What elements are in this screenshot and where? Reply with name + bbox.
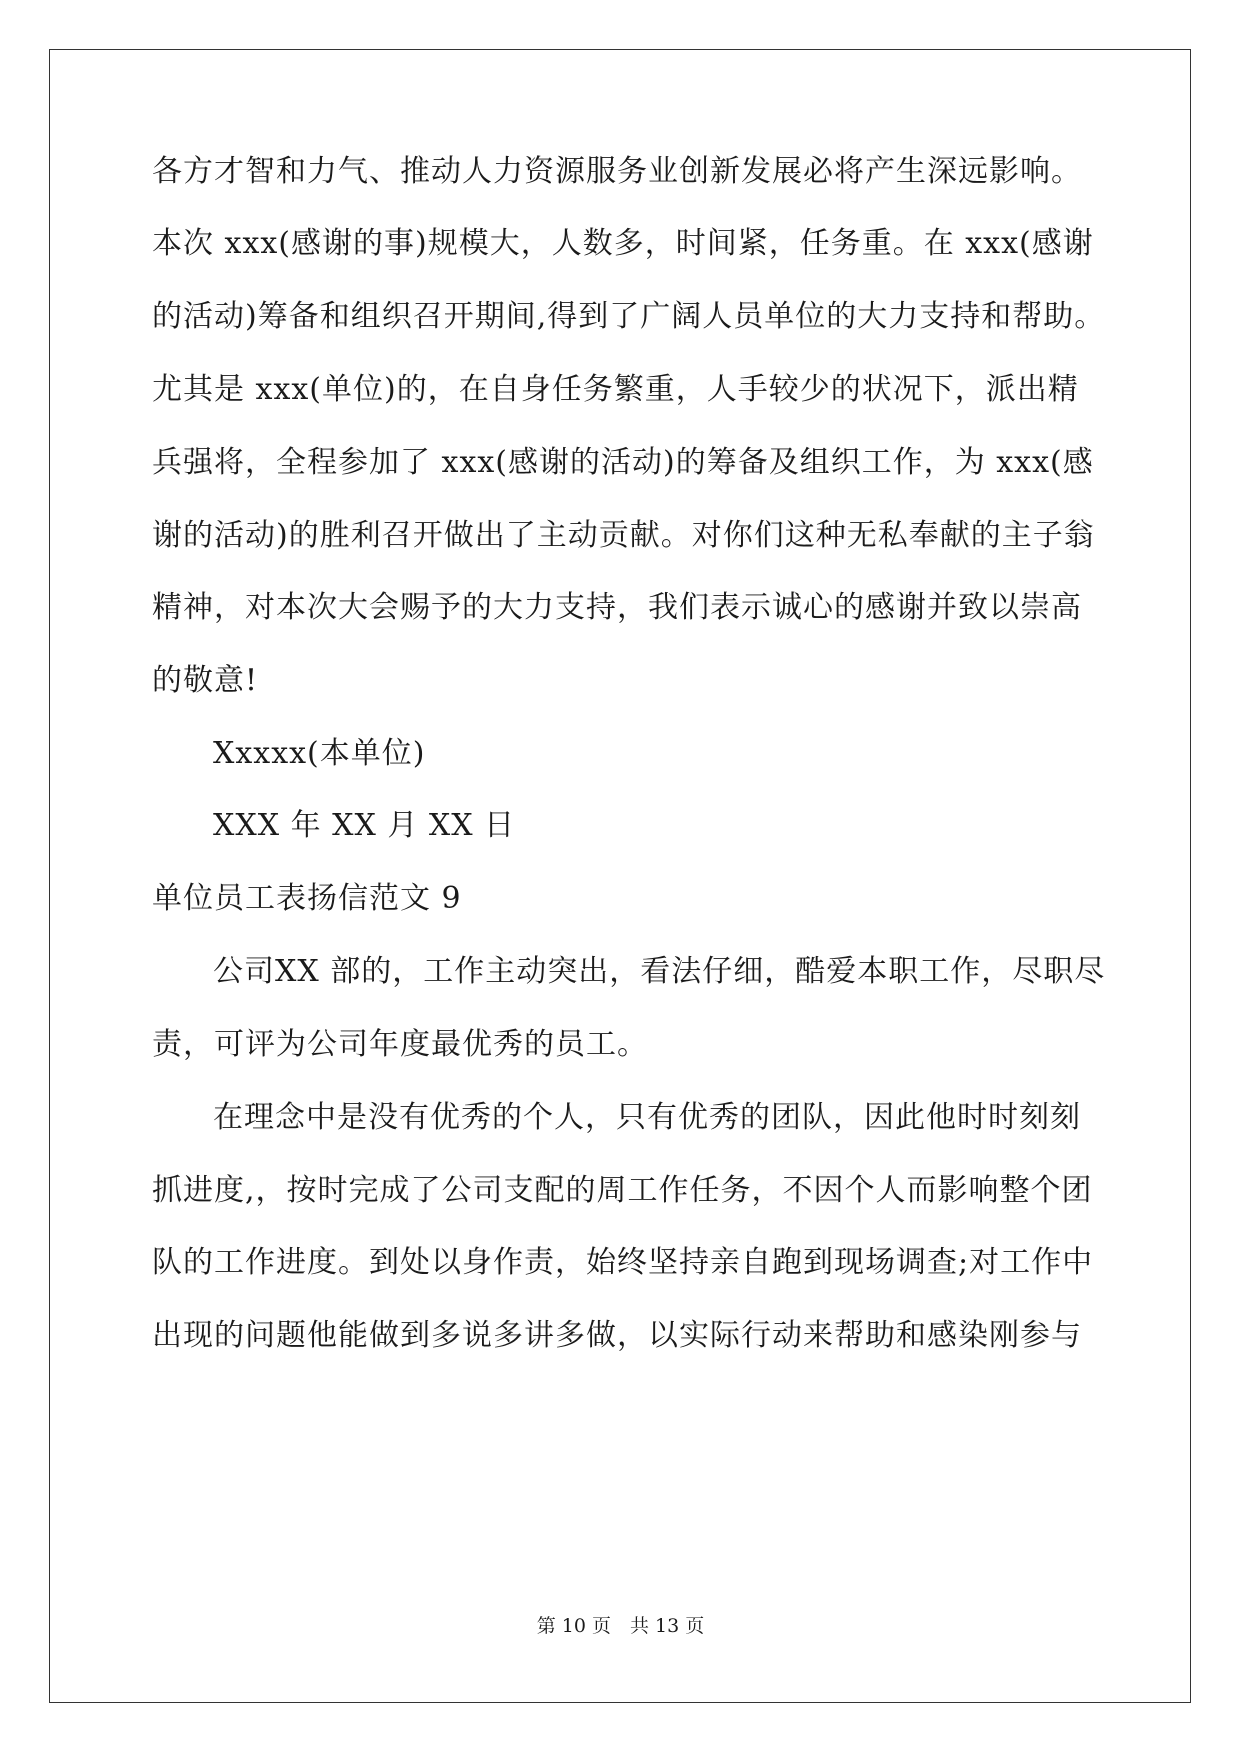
signature-date: XXX 年 XX 月 XX 日	[213, 808, 516, 843]
text-line-5: 兵强将，全程参加了 xxx(感谢的活动)的筹备及组织工作，为 xxx(感	[152, 445, 1094, 480]
page-number: 第 10 页 共 13 页	[536, 1615, 705, 1637]
text-line-2: 本次 xxx(感谢的事)规模大，人数多，时间紧，任务重。在 xxx(感谢	[152, 226, 1094, 261]
text-line-3: 的活动)筹备和组织召开期间,得到了广阔人员单位的大力支持和帮助。	[152, 299, 1106, 334]
text-line-16: 队的工作进度。到处以身作责，始终坚持亲自跑到现场调查;对工作中	[152, 1245, 1094, 1280]
text-line-7: 精神，对本次大会赐予的大力支持，我们表示诚心的感谢并致以崇高	[152, 590, 1082, 625]
text-line-12: 公司XX 部的，工作主动突出，看法仔细，酷爱本职工作，尽职尽	[213, 954, 1106, 989]
text-line-13: 责，可评为公司年度最优秀的员工。	[152, 1027, 648, 1062]
text-line-6: 谢的活动)的胜利召开做出了主动贡献。对你们这种无私奉献的主子翁	[152, 518, 1095, 553]
text-line-4: 尤其是 xxx(单位)的，在自身任务繁重，人手较少的状况下，派出精	[152, 372, 1079, 407]
signature-unit: Xxxxx(本单位)	[213, 736, 426, 771]
text-line-1: 各方才智和力气、推动人力资源服务业创新发展必将产生深远影响。	[152, 154, 1082, 189]
text-line-17: 出现的问题他能做到多说多讲多做，以实际行动来帮助和感染刚参与	[152, 1318, 1082, 1353]
text-line-8: 的敬意!	[152, 663, 259, 698]
section-heading: 单位员工表扬信范文 9	[152, 881, 462, 916]
text-line-15: 抓进度,，按时完成了公司支配的周工作任务，不因个人而影响整个团	[152, 1173, 1093, 1208]
text-line-14: 在理念中是没有优秀的个人，只有优秀的团队，因此他时时刻刻	[213, 1100, 1081, 1135]
